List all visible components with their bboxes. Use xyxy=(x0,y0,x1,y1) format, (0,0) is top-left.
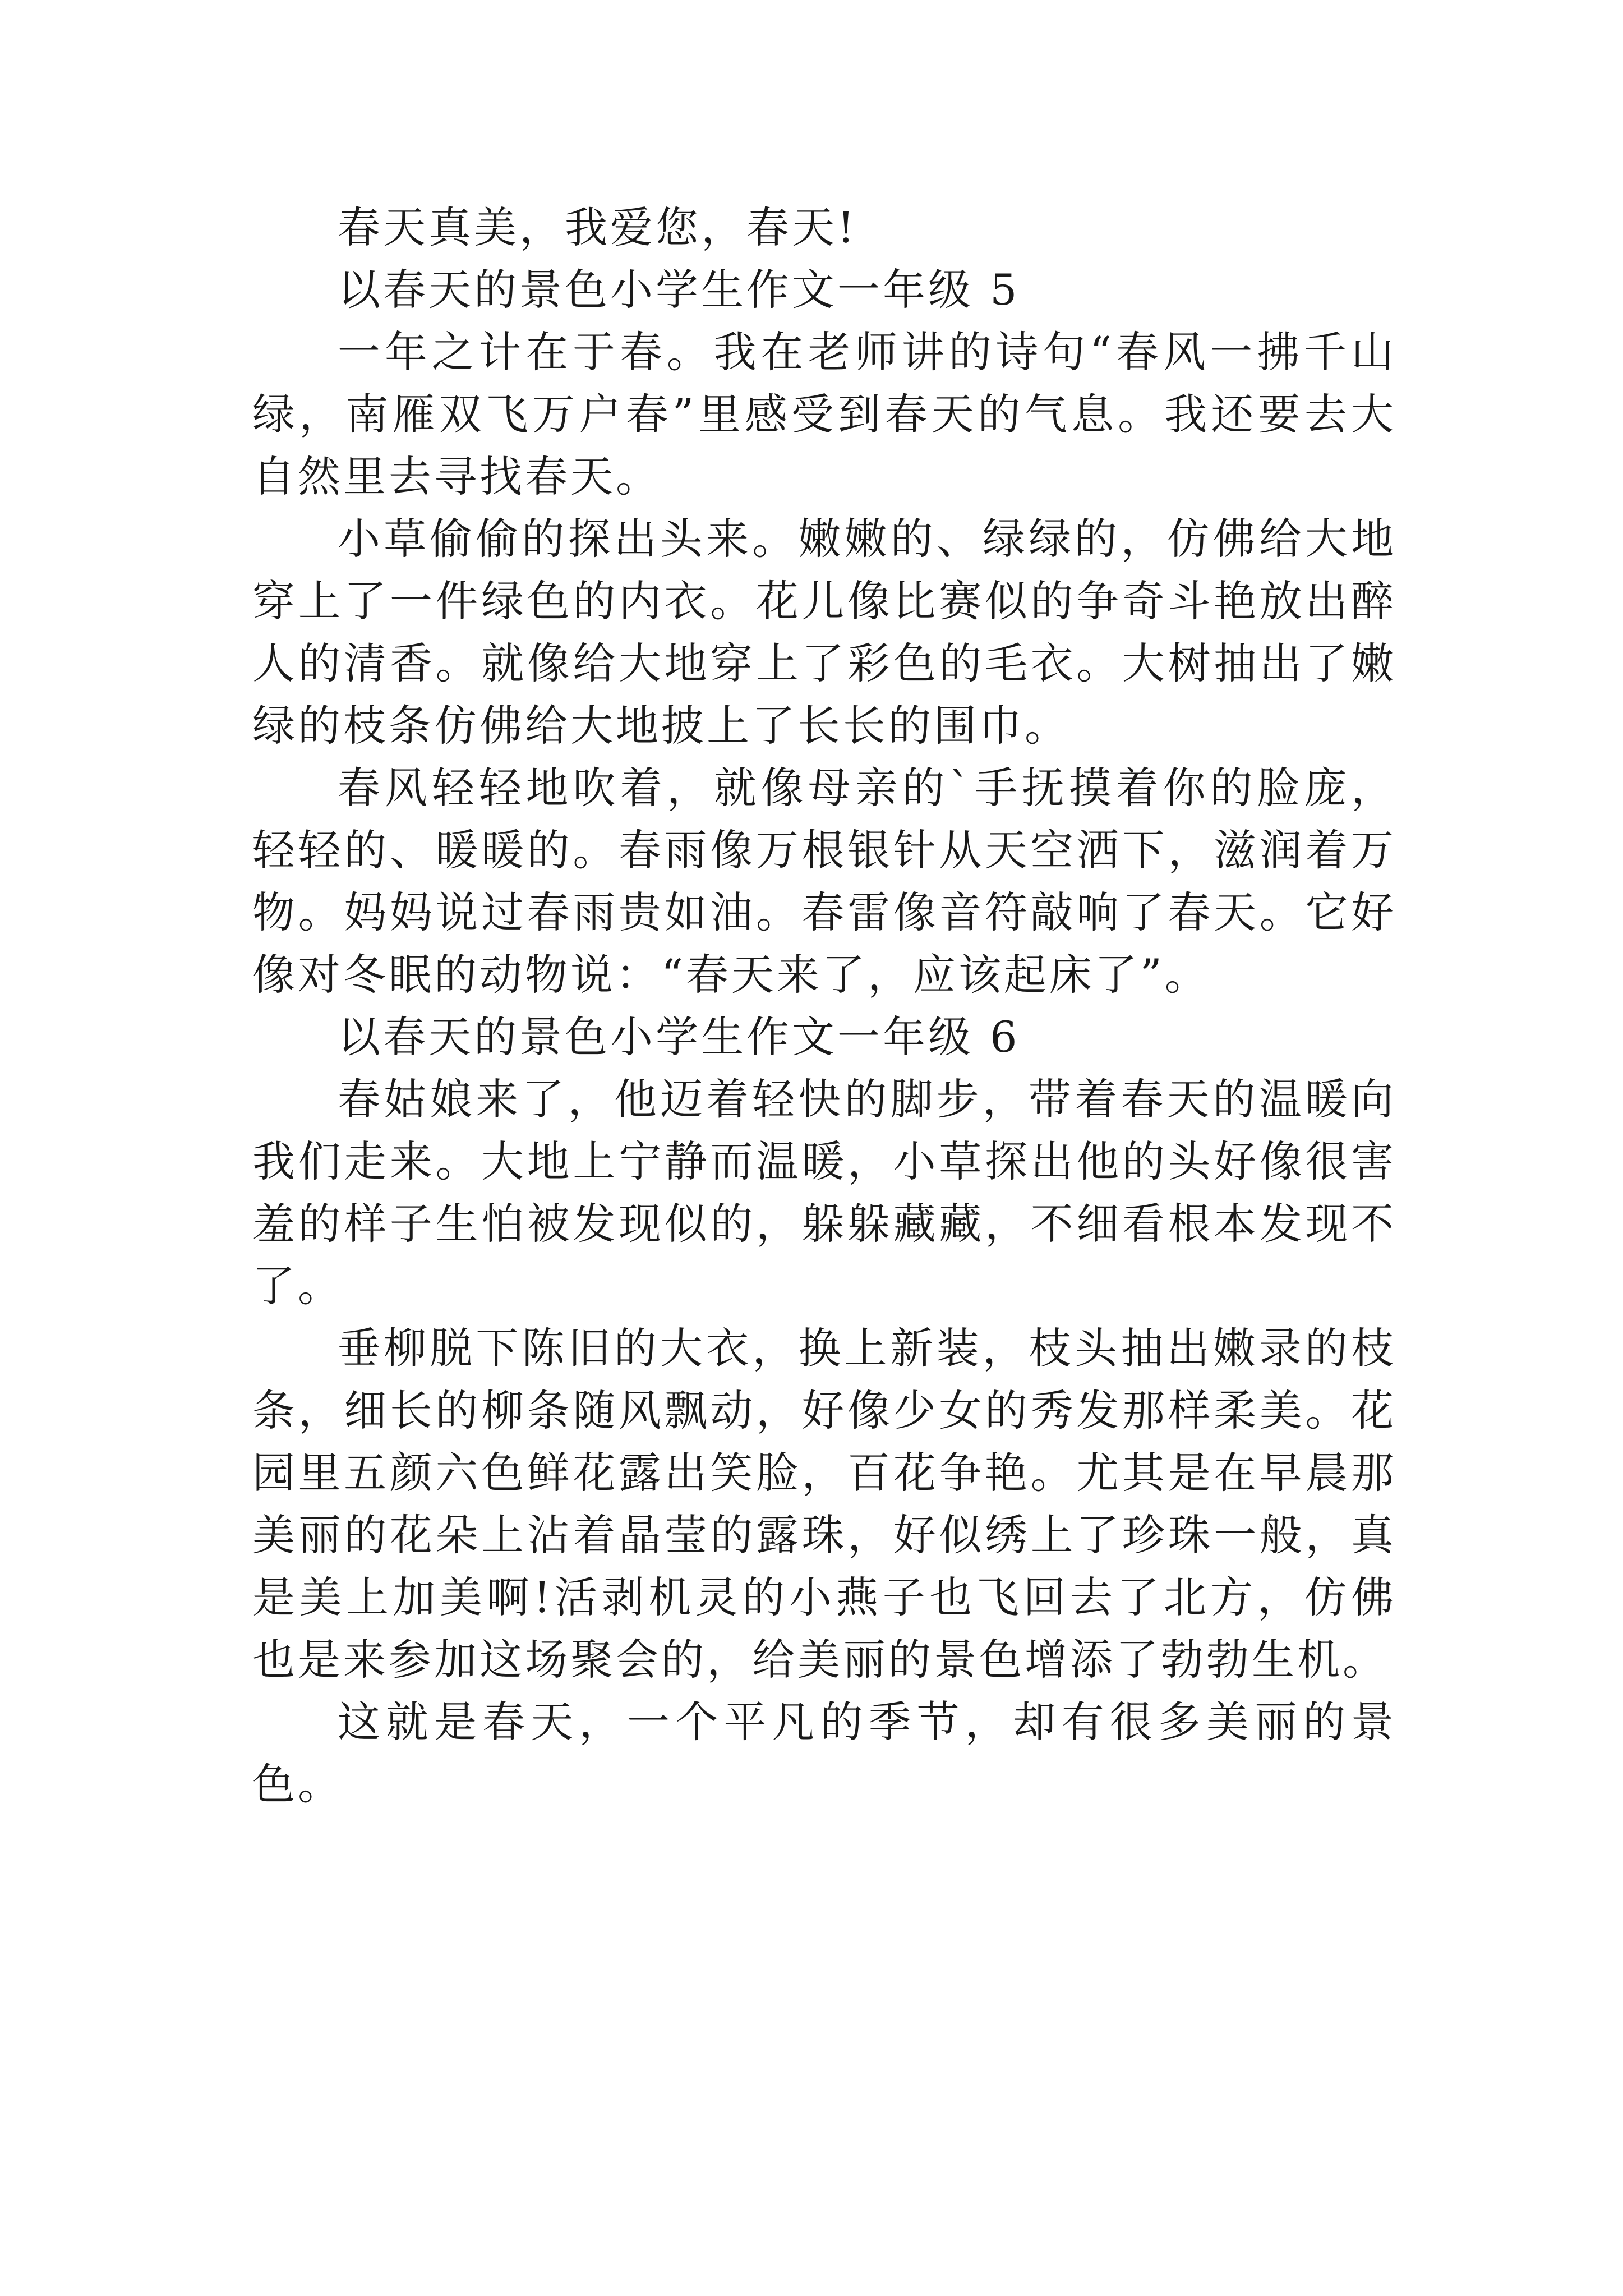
paragraph-conclusion: 这就是春天，一个平凡的季节，却有很多美丽的景色。 xyxy=(252,1697,1396,1809)
paragraph-wind-rain: 春风轻轻地吹着，就像母亲的`手抚摸着你的脸庞，轻轻的、暖暖的。春雨像万根银针从天空洒下，滋润着万物。妈妈说过春雨贵如油。春雷像音符敲响了春天。它好像对冬眠的动物说：“春天来了，应该起床了”。 xyxy=(252,763,1396,1000)
paragraph-closing-line: 春天真美，我爱您，春天! xyxy=(338,203,857,252)
document-body xyxy=(252,196,1396,1815)
paragraph-grass-flowers: 小草偷偷的探出头来。嫩嫩的、绿绿的，仿佛给大地穿上了一件绿色的内衣。花儿像比赛似的争奇斗艳放出醉人的清香。就像给大地穿上了彩色的毛衣。大树抽出了嫩绿的枝条仿佛给大地披上了长长的围巾。 xyxy=(252,514,1396,751)
section-heading-5: 以春天的景色小学生作文一年级 5 xyxy=(338,265,1020,315)
section-heading-6: 以春天的景色小学生作文一年级 6 xyxy=(338,1012,1020,1062)
paragraph-spring-girl: 春姑娘来了，他迈着轻快的脚步，带着春天的温暖向我们走来。大地上宁静而温暖，小草探出他的头好像很害羞的样子生怕被发现似的，躲躲藏藏，不细看根本发现不了。 xyxy=(252,1074,1396,1311)
paragraph-intro-spring: 一年之计在于春。我在老师讲的诗句“春风一拂千山绿，南雁双飞万户春”里感受到春天的气息。我还要去大自然里去寻找春天。 xyxy=(252,327,1396,501)
paragraph-willow-garden: 垂柳脱下陈旧的大衣，换上新装，枝头抽出嫩录的枝条，细长的柳条随风飘动，好像少女的秀发那样柔美。花园里五颜六色鲜花露出笑脸，百花争艳。尤其是在早晨那美丽的花朵上沾着晶莹的露珠，好似绣上了珍珠一般，真是美上加美啊!活剥机灵的小燕子也飞回去了北方，仿佛也是来参加这场聚会的，给美丽的景色增添了勃勃生机。 xyxy=(252,1323,1396,1685)
